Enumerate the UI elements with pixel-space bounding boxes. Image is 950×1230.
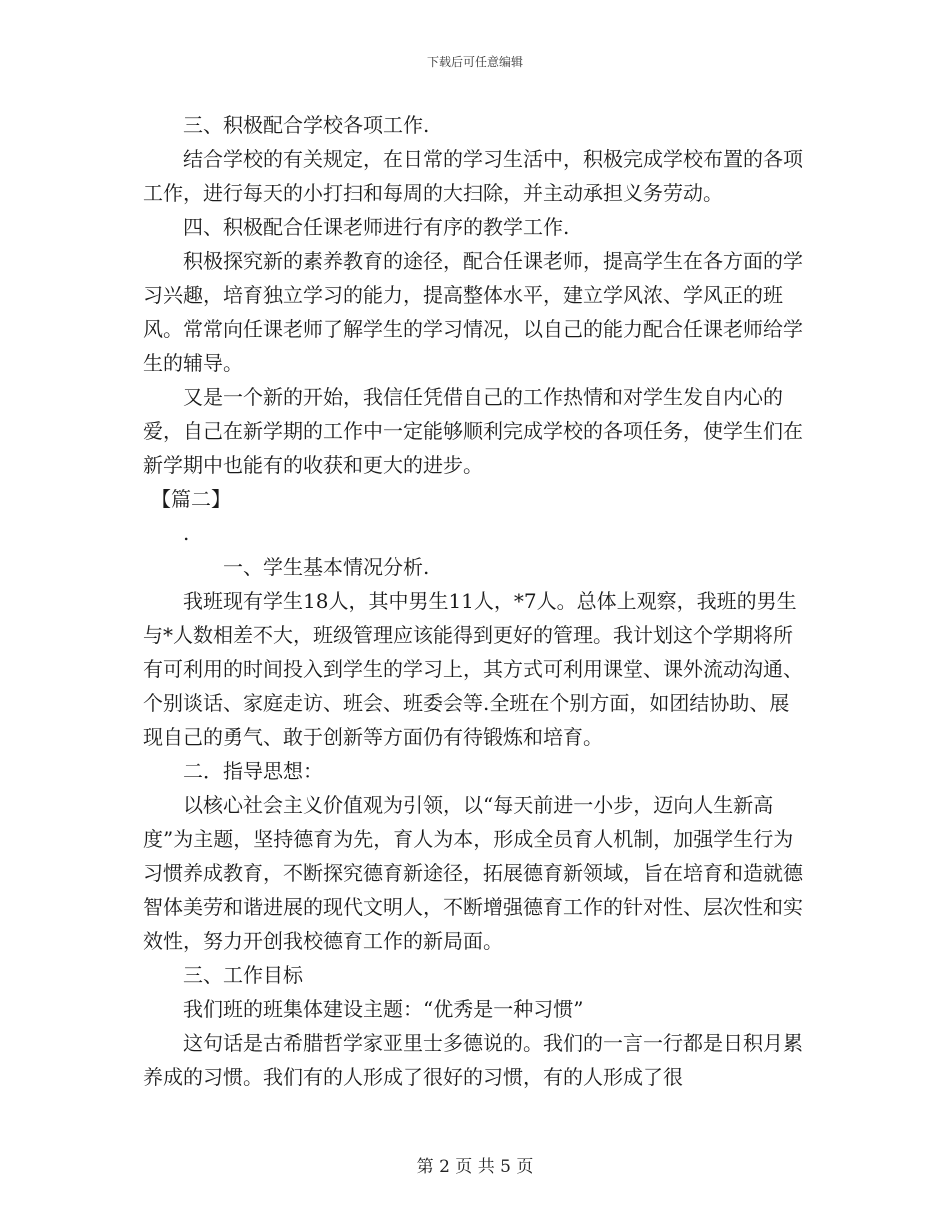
body-paragraph: 我班现有学生18人，其中男生11人，*7人。总体上观察，我班的男生与*人数相差不大，班级管理应该能得到更好的管理。我计划这个学期将所有可利用的时间投入到学生的学习上，其方式可利用课堂、课外流动沟通、个别谈话、家庭走访、班会、班委会等.全班在个别方面，如团结协助、展现自己的勇气、敢于创新等方面仍有待锻炼和培育。 (143, 589, 803, 749)
body-paragraph: 这句话是古希腊哲学家亚里士多德说的。我们的一言一行都是日积月累养成的习惯。我们有的人形成了很好的习惯，有的人形成了很 (143, 1031, 803, 1089)
section-heading: 三、工作目标 (183, 963, 303, 987)
body-paragraph: 积极探究新的素养教育的途径，配合任课老师，提高学生在各方面的学习兴趣，培育独立学习的能力，提高整体水平，建立学风浓、学风正的班风。常常向任课老师了解学生的学习情况，以自己的能力配合任课老师给学生的辅导。 (143, 249, 803, 375)
section-heading: 二．指导思想： (183, 759, 323, 783)
part-title: 【篇二】 (151, 487, 231, 511)
body-paragraph: 以核心社会主义价值观为引领，以“每天前进一小步，迈向人生新高度”为主题，坚持德育为先，育人为本，形成全员育人机制，加强学生行为习惯养成教育，不断探究德育新途径，拓展德育新领域，旨在培育和造就德智体美劳和谐进展的现代文明人，不断增强德育工作的针对性、层次性和实效性，努力开创我校德育工作的新局面。 (143, 793, 803, 953)
body-paragraph: 结合学校的有关规定，在日常的学习生活中，积极完成学校布置的各项工作，进行每天的小打扫和每周的大扫除，并主动承担义务劳动。 (143, 147, 803, 205)
page-footer: 第 2 页 共 5 页 (416, 1157, 534, 1177)
body-paragraph: 我们班的班集体建设主题：“优秀是一种习惯” (183, 997, 584, 1021)
dot-line: . (183, 521, 190, 545)
page-header: 下载后可任意编辑 (426, 55, 523, 69)
document-body (143, 108, 803, 1094)
body-paragraph: 又是一个新的开始，我信任凭借自己的工作热情和对学生发自内心的爱，自己在新学期的工作中一定能够顺利完成学校的各项任务，使学生们在新学期中也能有的收获和更大的进步。 (143, 385, 803, 477)
section-heading: 三、积极配合学校各项工作. (183, 113, 430, 137)
section-heading: 一、学生基本情况分析. (223, 555, 430, 579)
section-heading: 四、积极配合任课老师进行有序的教学工作. (183, 215, 570, 239)
